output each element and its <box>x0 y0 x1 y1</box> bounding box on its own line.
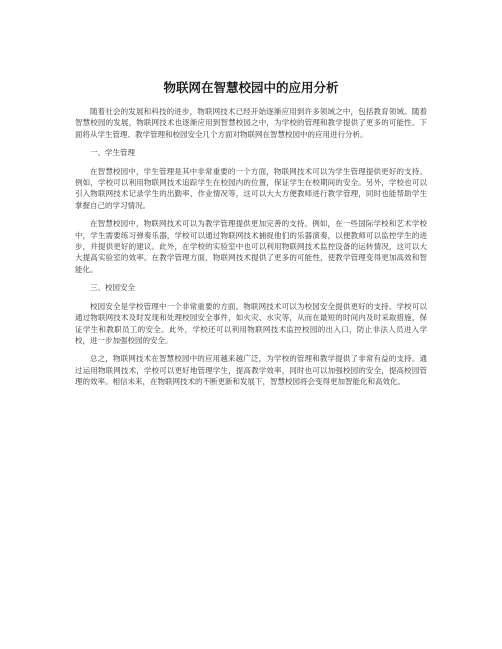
document-title: 物联网在智慧校园中的应用分析 <box>163 80 339 95</box>
section-heading-campus-safety: 三、校园安全 <box>90 283 135 293</box>
document-body <box>75 106 427 395</box>
intro-paragraph: 随着社会的发展和科技的进步，物联网技术已经开始逐渐应用到许多领域之中，包括教育领域。随着智慧校园的发展，物联网技术也逐渐应用到智慧校园之中，为学校的管理和教学提供了更多的可能性。下面将从学生管理、教学管理和校园安全几个方面对物联网在智慧校园中的应用进行分析。 <box>75 107 427 139</box>
section-heading-student-management: 一、学生管理 <box>90 148 135 158</box>
campus-safety-paragraph: 校园安全是学校管理中一个非常重要的方面。物联网技术可以为校园安全提供更好的支持。学校可以通过物联网技术及时发现和处理校园安全事件，如火灾、水灾等，从而在最短的时间内及时采取措施，保证学生和教职员工的安全。此外，学校还可以利用物联网技术监控校园的出入口，防止非法人员进入学校，进一步加强校园的安全。 <box>75 301 427 345</box>
teaching-management-paragraph: 在智慧校园中，物联网技术可以为教学管理提供更加完善的支持。例如，在一些国际学校和艺术学校中，学生需要练习弹奏乐器，学校可以通过物联网技术捕捉他们的乐器演奏，以便教师可以监控学生的进步，并提供更好的建议。此外，在学校的实验室中也可以利用物联网技术监控设备的运转情况，这可以大大提高实验室的效率。在教学管理方面，物联网技术提供了更多的可能性，使教学管理变得更加高效和智能化。 <box>75 219 427 274</box>
conclusion-paragraph: 总之，物联网技术在智慧校园中的应用越来越广泛，为学校的管理和教学提供了非常有益的支持。通过运用物联网技术，学校可以更好地管理学生，提高教学效率，同时也可以加强校园的安全，提高校园管理的效率。相信未来，在物联网技术的不断更新和发展下，智慧校园将会变得更加智能化和高效化。 <box>75 354 427 387</box>
student-management-paragraph: 在智慧校园中，学生管理是其中非常重要的一个方面，物联网技术可以为学生管理提供更好的支持。例如，学校可以利用物联网技术追踪学生在校园内的位置，保证学生在校期间的安全。另外，学校也可以引入物联网技术记录学生的出勤率、作业情况等，这可以大大方便教师进行教学管理，同时也能帮助学生掌握自己的学习情况。 <box>75 166 427 210</box>
